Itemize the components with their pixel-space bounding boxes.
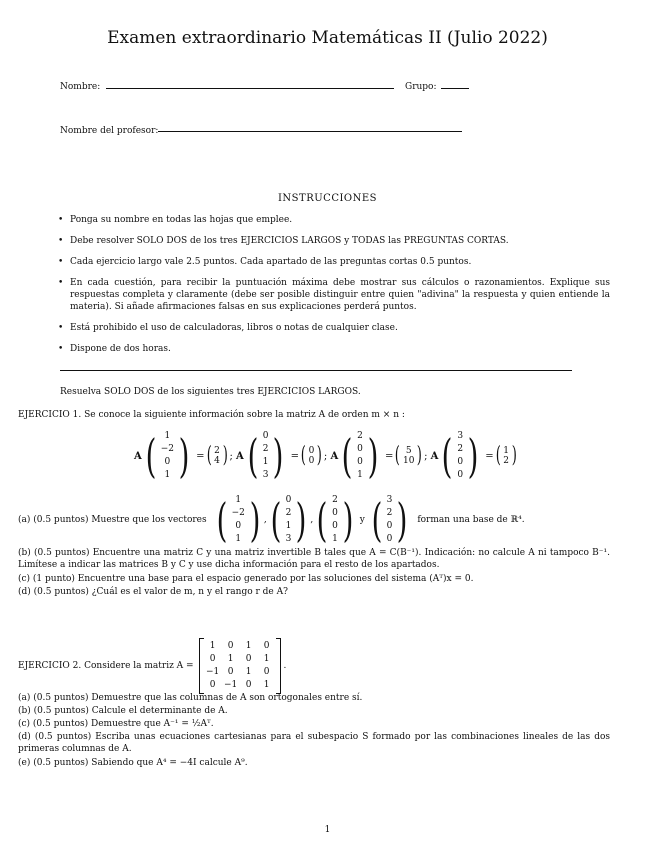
ej2-part-b: (b) (0.5 puntos) Calcule el determinante de A. xyxy=(18,706,228,716)
column-vector: 3 2 0 0 xyxy=(386,495,393,544)
column-vector: 1 −2 0 1 xyxy=(160,431,174,480)
ej1-part-d: (d) (0.5 puntos) ¿Cuál es el valor de m, n y el rango r de A? xyxy=(18,587,288,597)
ej1-a-text: (a) (0.5 puntos) Muestre que los vectores xyxy=(18,515,207,525)
ej2-part-c: (c) (0.5 puntos) Demuestre que A⁻¹ = ½Aᵀ. xyxy=(18,719,214,729)
ej2-statement: EJERCICIO 2. Considere la matriz A = xyxy=(18,661,194,671)
ej2-statement-row: EJERCICIO 2. Considere la matriz A = 1 0 1 0 0 1 0 1 −1 0 1 0 0 −1 0 1 . xyxy=(18,638,286,694)
ej2-part-d: (d) (0.5 puntos) Escriba unas ecuaciones cartesianas para el subespacio S formado por las combinaciones lineales de las dos primeras columnas de A. xyxy=(18,732,610,754)
ej2-part-a: (a) (0.5 puntos) Demuestre que las columnas de A son ortogonales entre sí. xyxy=(18,693,363,703)
result-vector: 5 10 xyxy=(403,446,415,466)
profesor-field-line xyxy=(158,131,462,132)
intro-text: Resuelva SOLO DOS de los siguientes tres EJERCICIOS LARGOS. xyxy=(60,387,361,397)
matrix-a-symbol: A xyxy=(134,450,142,462)
ej1-statement: EJERCICIO 1. Se conoce la siguiente información sobre la matriz A de orden m × n : xyxy=(18,410,405,420)
column-vector: 0 2 1 3 xyxy=(262,431,269,480)
nombre-field-line xyxy=(106,88,394,89)
list-item: • Dispone de dos horas. xyxy=(58,343,610,355)
ej1-part-b: (b) (0.5 puntos) Encuentre una matriz C y una matriz invertible B tales que A = C(B⁻¹). Indicación: no calcule A ni tampoco B⁻¹. Limítese a indicar las matrices B y C y use dicha información para el resto de los apartados. xyxy=(18,548,610,570)
result-vector: 2 4 xyxy=(214,446,220,466)
page-number: 1 xyxy=(324,825,331,835)
ej1-part-c: (c) (1 punto) Encuentre una base para el espacio generado por las soluciones del sistema (Aᵀ)x = 0. xyxy=(18,574,474,584)
grupo-label: Grupo: xyxy=(405,82,437,92)
matrix-a: 1 0 1 0 0 1 0 1 −1 0 1 0 0 −1 0 1 xyxy=(199,638,281,694)
matrix-a-symbol: A xyxy=(330,450,339,462)
profesor-label: Nombre del profesor: xyxy=(60,126,159,136)
divider xyxy=(60,370,572,371)
ej1-equations: A ( 1 −2 0 1 ) = ( 2 4 ) ; A ( 0 2 1 3 ) = ( 0 0 ) ; A ( 2 0 0 1 ) = ( 5 10 ) ; A ( 3 2 0 0 ) = ( 1 2 ) xyxy=(134,429,517,483)
column-vector: 1 −2 0 1 xyxy=(231,495,245,544)
result-vector: 1 2 xyxy=(503,446,509,466)
nombre-label: Nombre: xyxy=(60,82,101,92)
result-vector: 0 0 xyxy=(308,446,315,466)
ej1-a-suffix: forman una base de ℝ⁴. xyxy=(417,515,525,525)
column-vector: 3 2 0 0 xyxy=(457,431,464,480)
column-vector: 2 0 0 1 xyxy=(332,495,338,544)
ej1-part-a: (a) (0.5 puntos) Muestre que los vectores ( 1 −2 0 1 ) , ( 0 2 1 3 ) , ( 2 0 0 1 ) y ( 3 2 0 0 ) forman una base de ℝ⁴. xyxy=(18,493,525,547)
column-vector: 2 0 0 1 xyxy=(357,431,363,480)
matrix-a-symbol: A xyxy=(430,450,439,462)
matrix-a-symbol: A xyxy=(236,450,244,462)
list-item: • Cada ejercicio largo vale 2.5 puntos. Cada apartado de las preguntas cortas 0.5 puntos. xyxy=(58,256,610,268)
list-item: • Está prohibido el uso de calculadoras, libros o notas de cualquier clase. xyxy=(58,322,610,334)
exam-title: Examen extraordinario Matemáticas II (Julio 2022) xyxy=(107,28,548,48)
column-vector: 0 2 1 3 xyxy=(285,495,292,544)
instructions-list xyxy=(58,214,610,364)
list-item: • En cada cuestión, para recibir la puntuación máxima debe mostrar sus cálculos o razonamientos. Explique sus respuestas completa y claramente (debe ser posible distinguir entre quien "adivina" la respuesta y quien entiende la materia). Si añade afirmaciones falsas en sus explicaciones perderá puntos. xyxy=(58,277,610,313)
list-item: • Ponga su nombre en todas las hojas que emplee. xyxy=(58,214,610,226)
ej2-part-e: (e) (0.5 puntos) Sabiendo que A⁴ = −4I calcule A⁹. xyxy=(18,758,248,768)
grupo-field-line xyxy=(441,88,469,89)
list-item: • Debe resolver SOLO DOS de los tres EJERCICIOS LARGOS y TODAS las PREGUNTAS CORTAS. xyxy=(58,235,610,247)
instructions-heading: INSTRUCCIONES xyxy=(277,193,378,204)
